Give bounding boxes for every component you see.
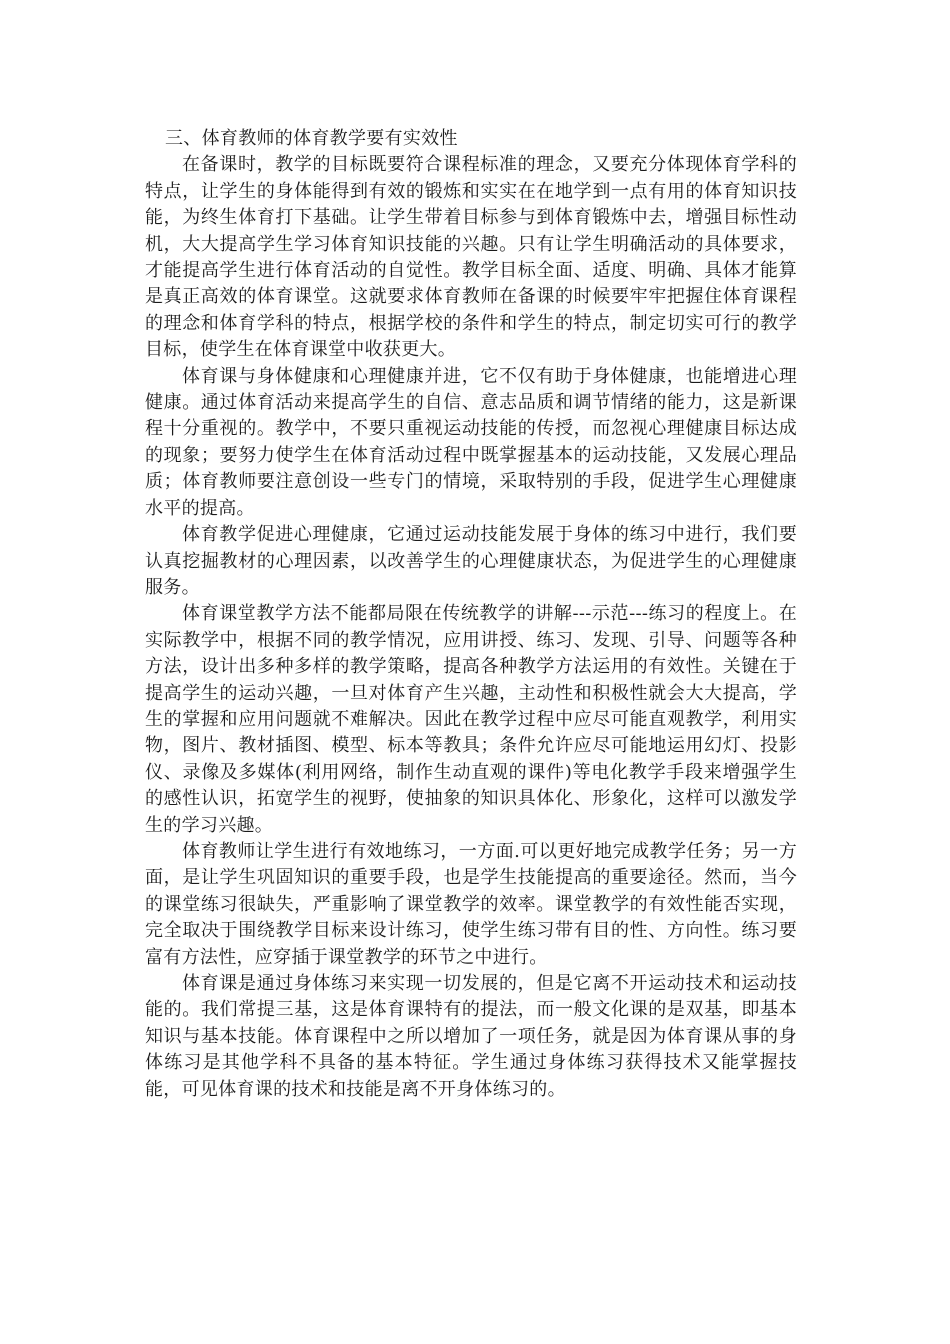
paragraph-teaching-methods: 体育课堂教学方法不能都局限在传统教学的讲解---示范---练习的程度上。在实际教学中，根据不同的教学情况，应用讲授、练习、发现、引导、问题等各种方法，设计出多种多样的教学策略，提高各种教学方法运用的有效性。关键在于提高学生的运动兴趣，一旦对体育产生兴趣，主动性和积极性就会大大提高，学生的掌握和应用问题就不难解决。因此在教学过程中应尽可能直观教学，利用实物，图片、教材插图、模型、标本等教具；条件允许应尽可能地运用幻灯、投影仪、录像及多媒体(利用网络，制作生动直观的课件)等电化教学手段来增强学生的感性认识，拓宽学生的视野，使抽象的知识具体化、形象化，这样可以激发学生的学习兴趣。 bbox=[145, 603, 797, 836]
document-body bbox=[145, 126, 797, 1103]
paragraph-lesson-preparation: 在备课时，教学的目标既要符合课程标准的理念，又要充分体现体育学科的特点，让学生的身体能得到有效的锻炼和实实在在地学到一点有用的体育知识技能，为终生体育打下基础。让学生带着目标参与到体育锻炼中去，增强目标性动机，大大提高学生学习体育知识技能的兴趣。只有让学生明确活动的具体要求，才能提高学生进行体育活动的自觉性。教学目标全面、适度、明确、具体才能算是真正高效的体育课堂。这就要求体育教师在备课的时候要牢牢把握住体育课程的理念和体育学科的特点，根据学校的条件和学生的特点，制定切实可行的教学目标，使学生在体育课堂中收获更大。 bbox=[145, 154, 797, 361]
paragraph-psychological-factors: 体育教学促进心理健康，它通过运动技能发展于身体的练习中进行，我们要认真挖掘教材的心理因素，以改善学生的心理健康状态，为促进学生的心理健康服务。 bbox=[145, 524, 797, 598]
paragraph-mental-health: 体育课与身体健康和心理健康并进，它不仅有助于身体健康，也能增进心理健康。通过体育活动来提高学生的自信、意志品质和调节情绪的能力，这是新课程十分重视的。教学中，不要只重视运动技能的传授，而忽视心理健康目标达成的现象；要努力使学生在体育活动过程中既掌握基本的运动技能，又发展心理品质；体育教师要注意创设一些专门的情境，采取特别的手段，促进学生心理健康水平的提高。 bbox=[145, 365, 797, 519]
section-heading: 三、体育教师的体育教学要有实效性 bbox=[165, 128, 458, 149]
paragraph-physical-exercise: 体育课是通过身体练习来实现一切发展的，但是它离不开运动技术和运动技能的。我们常提三基，这是体育课特有的提法，而一般文化课的是双基，即基本知识与基本技能。体育课程中之所以增加了一项任务，就是因为体育课从事的身体练习是其他学科不具备的基本特征。学生通过身体练习获得技术又能掌握技能，可见体育课的技术和技能是离不开身体练习的。 bbox=[145, 973, 797, 1100]
paragraph-effective-practice: 体育教师让学生进行有效地练习，一方面.可以更好地完成教学任务；另一方面，是让学生巩固知识的重要手段，也是学生技能提高的重要途径。然而，当今的课堂练习很缺失，严重影响了课堂教学的效率。课堂教学的有效性能否实现，完全取决于围绕教学目标来设计练习，使学生练习带有目的性、方向性。练习要富有方法性，应穿插于课堂教学的环节之中进行。 bbox=[145, 840, 797, 968]
